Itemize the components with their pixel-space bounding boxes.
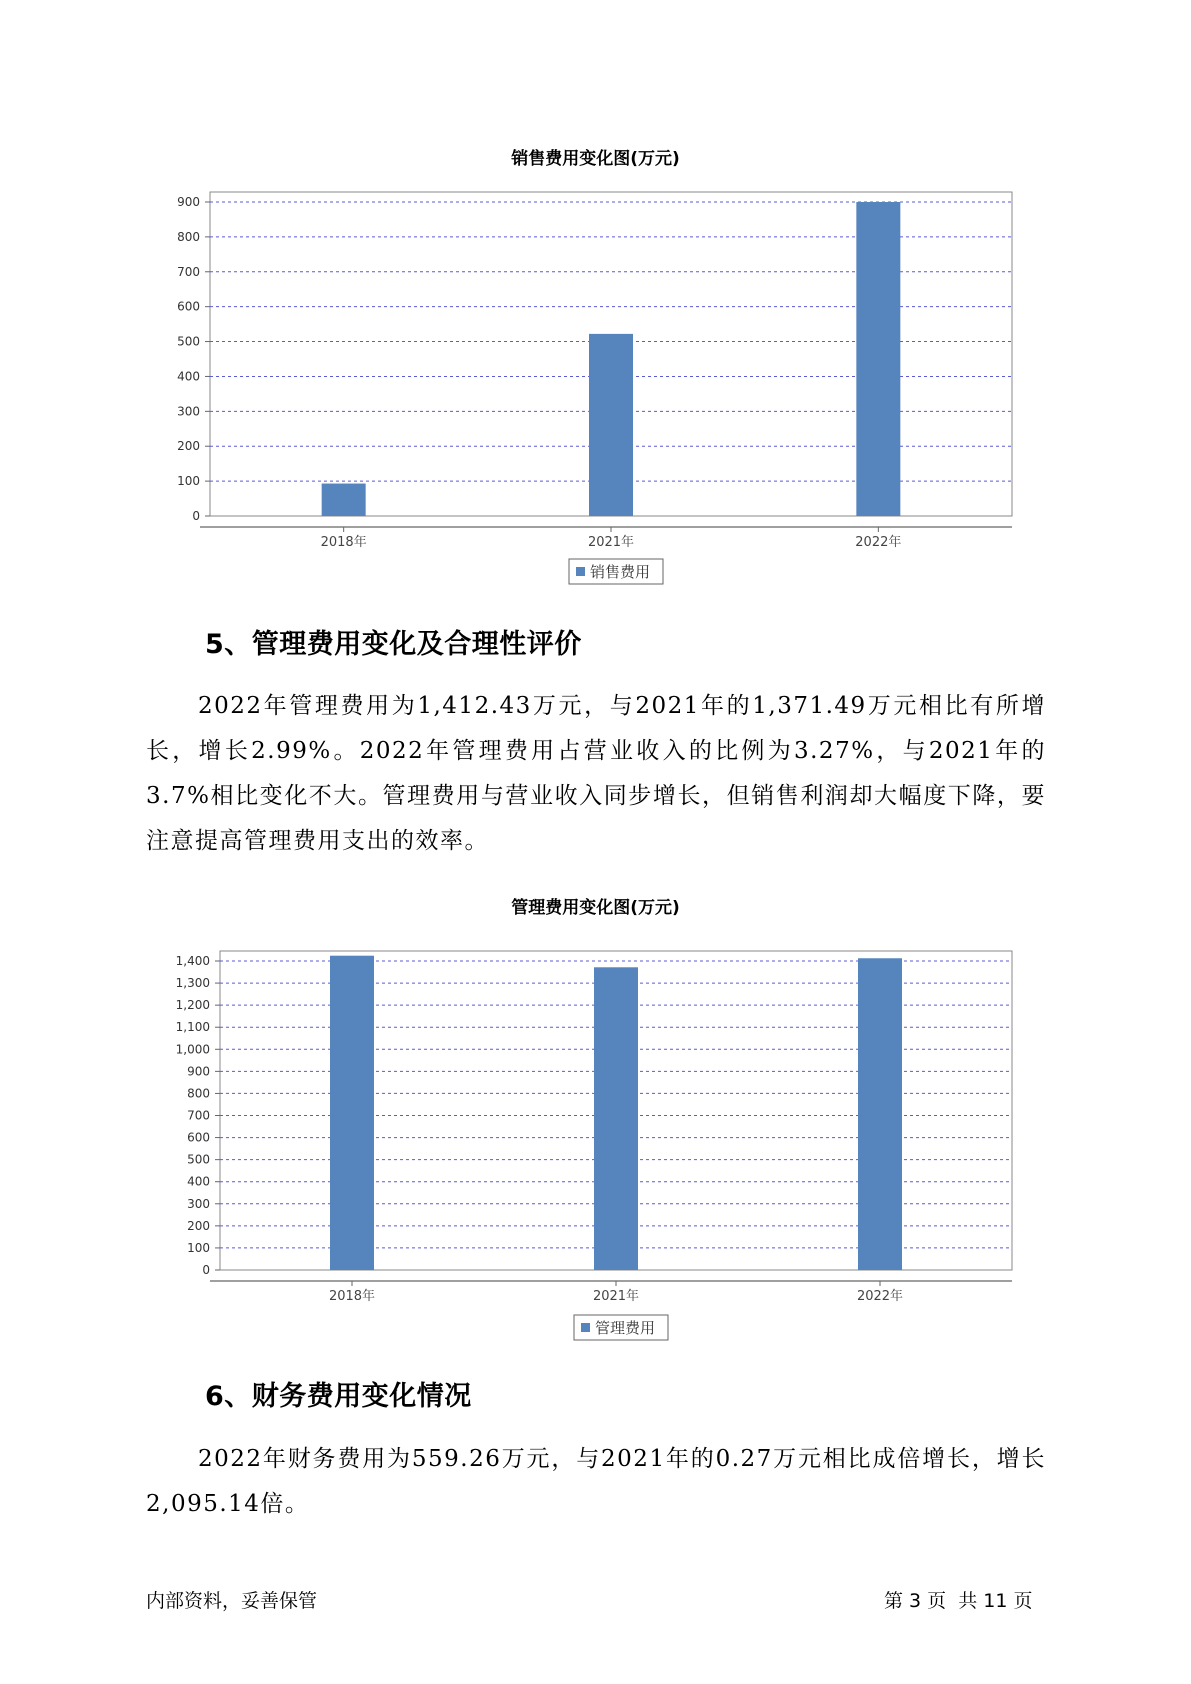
y-tick-label: 700	[187, 1108, 210, 1123]
x-tick-label: 2018年	[320, 535, 367, 550]
legend-swatch	[581, 1323, 590, 1332]
section-6-paragraph-text: 2022年财务费用为559.26万元，与2021年的0.27万元相比成倍增长，增长2,095.14倍。	[146, 1446, 1046, 1517]
section-6-heading: 6、财务费用变化情况	[205, 1381, 472, 1412]
chart-title-sales-expense: 销售费用变化图(万元)	[511, 149, 680, 169]
y-tick-label: 600	[177, 299, 200, 314]
y-tick-label: 100	[177, 474, 200, 489]
y-tick-label: 900	[187, 1064, 210, 1079]
x-tick-label: 2022年	[856, 1289, 904, 1304]
y-tick-label: 900	[177, 195, 200, 209]
y-tick-label: 600	[187, 1130, 210, 1145]
y-tick-label: 1,100	[175, 1020, 210, 1035]
section-6-paragraph	[146, 1437, 1046, 1527]
footer-confidential: 内部资料，妥善保管	[146, 1590, 318, 1612]
y-tick-label: 400	[177, 369, 200, 384]
x-tick-label: 2022年	[855, 535, 902, 550]
y-tick-label: 200	[177, 439, 200, 454]
x-tick-label: 2021年	[592, 1289, 640, 1304]
legend-label: 管理费用	[595, 1319, 656, 1337]
y-tick-label: 400	[187, 1174, 210, 1189]
y-tick-label: 800	[177, 229, 200, 244]
y-tick-label: 1,300	[175, 976, 210, 991]
x-tick-label: 2021年	[587, 535, 635, 550]
y-tick-label: 1,400	[175, 954, 210, 968]
y-tick-label: 800	[187, 1086, 210, 1101]
x-tick-label: 2018年	[328, 1289, 376, 1304]
y-tick-label: 700	[177, 264, 200, 279]
y-tick-label: 0	[192, 509, 200, 523]
footer-page-number: 第 3 页 共 11 页	[884, 1590, 1033, 1612]
y-tick-label: 100	[187, 1240, 210, 1255]
section-5-paragraph-text: 2022年管理费用为1,412.43万元，与2021年的1,371.49万元相比有所增长，增长2.99%。2022年管理费用占营业收入的比例为3.27%，与2021年的3.7%相比变化不大。管理费用与营业收入同步增长，但销售利润却大幅度下降，要注意提高管理费用支出的效率。	[146, 693, 1046, 854]
y-tick-label: 200	[187, 1218, 210, 1233]
y-tick-label: 0	[202, 1263, 210, 1277]
section-5-heading: 5、管理费用变化及合理性评价	[205, 629, 582, 660]
chart-title-admin-expense: 管理费用变化图(万元)	[511, 898, 680, 918]
y-tick-label: 1,200	[175, 998, 210, 1013]
y-tick-label: 300	[187, 1196, 210, 1211]
legend-label: 销售费用	[590, 563, 651, 581]
y-tick-label: 1,000	[175, 1042, 210, 1057]
y-tick-label: 500	[177, 334, 200, 349]
bar-2022年	[858, 958, 902, 1270]
y-tick-label: 500	[187, 1152, 210, 1167]
y-tick-label: 300	[177, 404, 200, 419]
bar-2018年	[330, 956, 374, 1270]
bar-2021年	[594, 967, 638, 1270]
